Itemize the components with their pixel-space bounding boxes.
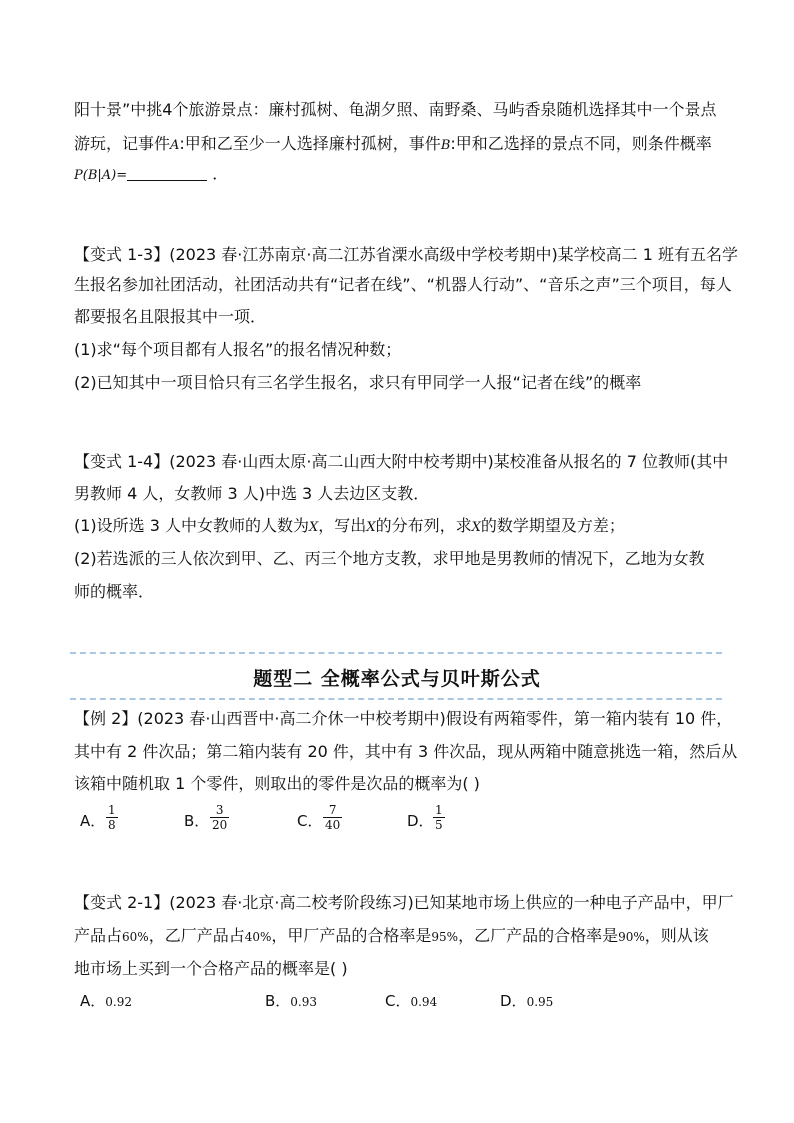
variant-1-4-question-1 [74, 515, 625, 539]
option-d-fraction [433, 803, 445, 832]
random-variable-x: X [366, 520, 376, 535]
option-label: D． [407, 812, 434, 830]
option-label: C． [297, 812, 323, 830]
variant-1-4-question-2-line-1: (2)若选派的三人依次到甲、乙、丙三个地方支教，求甲地是男教师的情况下，乙地为女教 [74, 549, 705, 568]
event-b-symbol: B [440, 138, 451, 153]
option-label: B． [265, 992, 291, 1010]
example-2-option-b[interactable] [184, 811, 209, 831]
example-2-option-d[interactable] [407, 811, 434, 831]
event-a-symbol: A [170, 138, 180, 153]
question-text: ，乙厂产品占 [148, 926, 245, 945]
option-a-fraction [106, 803, 118, 832]
variant-2-1-line-3: 地市场上买到一个合格产品的概率是( ) [74, 959, 348, 978]
percent-value: 90% [618, 930, 645, 944]
question-text: (1)设所选 3 人中女教师的人数为 [74, 516, 310, 535]
denominator: 5 [435, 818, 443, 832]
intro-tail: ． [212, 164, 229, 183]
question-text: ，甲厂产品的合格率是 [271, 926, 432, 945]
option-label: C． [385, 992, 411, 1010]
numerator: 1 [108, 803, 116, 817]
variant-2-1-option-d[interactable] [500, 991, 553, 1012]
option-label: B． [184, 812, 210, 830]
denominator: 40 [325, 818, 341, 832]
variant-2-1-option-a[interactable] [80, 991, 132, 1012]
option-c-fraction [323, 803, 342, 832]
variant-1-3-question-2: (2)已知其中一项目恰只有三名学生报名，求只有甲同学一人报“记者在线”的概率 [74, 373, 642, 392]
variant-1-3-line-2: 生报名参加社团活动，社团活动共有“记者在线”、“机器人行动”、“音乐之声”三个项目，每人 [74, 275, 732, 294]
section-divider-top [70, 652, 722, 654]
option-label: A． [80, 992, 106, 1010]
example-2-option-a[interactable] [80, 811, 105, 831]
option-b-fraction [210, 803, 229, 832]
example-2-line-1: 【例 2】(2023 春·山西晋中·高二介休一中校考期中)假设有两箱零件，第一箱内装有 10 件， [74, 709, 733, 728]
intro-line-1: 阳十景”中挑4个旅游景点：廉村孤树、龟湖夕照、南野桑、马屿香泉随机选择其中一个景点 [74, 100, 717, 119]
section-divider-bottom [70, 698, 722, 700]
intro-text: 游玩，记事件 [74, 134, 171, 153]
answer-blank [127, 166, 207, 181]
section-title: 题型二 全概率公式与贝叶斯公式 [253, 668, 541, 690]
percent-value: 40% [244, 930, 272, 944]
option-label: A． [80, 812, 106, 830]
denominator: 20 [212, 818, 228, 832]
question-text: 的分布列，求 [375, 516, 472, 535]
option-value: 0.93 [290, 995, 318, 1009]
example-2-line-3: 该箱中随机取 1 个零件，则取出的零件是次品的概率为( ) [74, 774, 480, 793]
random-variable-x: X [471, 520, 481, 535]
intro-line-3 [74, 163, 228, 187]
numerator: 7 [328, 803, 337, 817]
example-2-option-c[interactable] [297, 811, 322, 831]
numerator: 3 [215, 803, 224, 817]
intro-text: :甲和乙至少一人选择廉村孤树，事件 [179, 134, 441, 153]
option-value: 0.92 [105, 995, 132, 1009]
variant-1-4-line-2: 男教师 4 人，女教师 3 人)中选 3 人去边区支教． [74, 484, 430, 503]
question-text: 的数学期望及方差； [480, 516, 625, 535]
question-text: 产品占 [74, 926, 123, 945]
question-text: ，写出 [318, 516, 367, 535]
percent-value: 60% [122, 930, 149, 944]
variant-1-4-line-1: 【变式 1-4】(2023 春·山西太原·高二山西大附中校考期中)某校准备从报名的 7 位教师(其中 [74, 452, 729, 471]
variant-1-3-line-1: 【变式 1-3】(2023 春·江苏南京·高二江苏省溧水高级中学校考期中)某学校高二 1 班有五名学 [74, 245, 739, 264]
question-text: ，乙厂产品的合格率是 [458, 926, 619, 945]
variant-1-4-question-2-line-2: 师的概率． [74, 582, 155, 601]
variant-1-3-line-3: 都要报名且限报其中一项． [74, 307, 267, 326]
question-text: ，则从该 [644, 926, 709, 945]
variant-2-1-option-b[interactable] [265, 991, 317, 1012]
intro-line-2 [74, 133, 712, 157]
numerator: 1 [435, 803, 443, 817]
denominator: 8 [108, 818, 116, 832]
conditional-probability-formula: P(B|A)= [74, 168, 128, 183]
intro-text: :甲和乙选择的景点不同，则条件概率 [450, 134, 712, 153]
variant-2-1-line-2 [74, 925, 709, 948]
variant-2-1-option-c[interactable] [385, 991, 437, 1012]
option-value: 0.95 [526, 995, 554, 1009]
option-value: 0.94 [410, 995, 438, 1009]
percent-value: 95% [431, 930, 459, 944]
variant-2-1-line-1: 【变式 2-1】(2023 春·北京·高二校考阶段练习)已知某地市场上供应的一种电子产品中，甲厂 [74, 893, 734, 912]
example-2-line-2: 其中有 2 件次品；第二箱内装有 20 件，其中有 3 件次品，现从两箱中随意挑选一箱，然后从 [74, 742, 738, 761]
option-label: D． [500, 992, 527, 1010]
variant-1-3-question-1: (1)求“每个项目都有人报名”的报名情况种数； [74, 340, 402, 359]
random-variable-x: X [309, 520, 319, 535]
